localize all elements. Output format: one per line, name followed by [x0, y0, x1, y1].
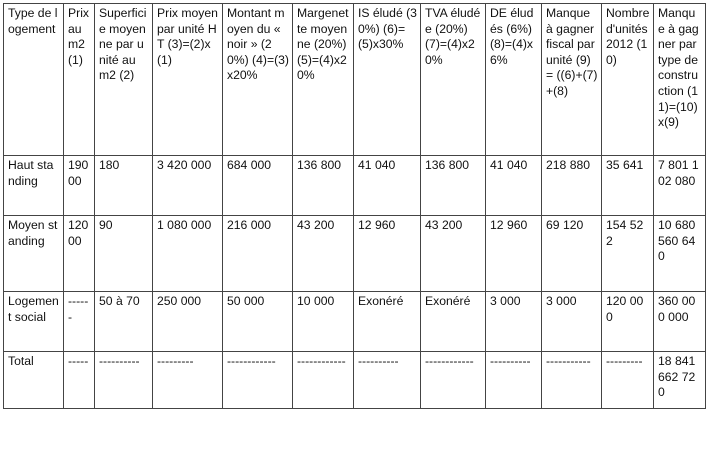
table-cell: 180 — [95, 156, 153, 216]
header-cell: TVA éludée (20%) (7)=(4)x20% — [421, 4, 486, 156]
table-row — [4, 216, 706, 292]
header-cell: Margenette moyenne (20%) (5)=(4)x20% — [293, 4, 354, 156]
table-cell: 1 080 000 — [153, 216, 223, 292]
header-cell: Manque à gagner fiscal par unité (9) = ((6)+(7)+(8) — [542, 4, 602, 156]
table-cell: 120 000 — [602, 292, 654, 352]
table-cell: ------------ — [421, 352, 486, 409]
header-cell: Nombre d'unités 2012 (10) — [602, 4, 654, 156]
header-cell: Montant moyen du « noir » (20%) (4)=(3)x20% — [223, 4, 293, 156]
table-cell: 18 841 662 720 — [654, 352, 706, 409]
table-cell: 69 120 — [542, 216, 602, 292]
table-cell: 360 000 000 — [654, 292, 706, 352]
table-cell: 50 000 — [223, 292, 293, 352]
table-cell: ---------- — [95, 352, 153, 409]
table-cell: ------ — [64, 292, 95, 352]
table-cell: 12000 — [64, 216, 95, 292]
table-cell: 3 000 — [486, 292, 542, 352]
table-cell: 41 040 — [486, 156, 542, 216]
table-cell: ---------- — [486, 352, 542, 409]
table-cell: 136 800 — [421, 156, 486, 216]
table-cell: 41 040 — [354, 156, 421, 216]
header-cell: Prix moyen par unité HT (3)=(2)x(1) — [153, 4, 223, 156]
table-cell: Haut standing — [4, 156, 64, 216]
table-cell: 90 — [95, 216, 153, 292]
header-cell: Manque à gagner par type de construction (11)=(10)x(9) — [654, 4, 706, 156]
table-cell: Moyen standing — [4, 216, 64, 292]
table-cell: 10 680 560 640 — [654, 216, 706, 292]
table-cell: ----- — [64, 352, 95, 409]
header-cell: DE éludés (6%) (8)=(4)x6% — [486, 4, 542, 156]
table-cell: 3 000 — [542, 292, 602, 352]
table-cell: 218 880 — [542, 156, 602, 216]
total-row — [4, 352, 706, 409]
table-cell: 19000 — [64, 156, 95, 216]
table-cell: Total — [4, 352, 64, 409]
table-cell: Exonéré — [354, 292, 421, 352]
table-cell: 7 801 102 080 — [654, 156, 706, 216]
table-cell: Exonéré — [421, 292, 486, 352]
table-cell: ------------ — [223, 352, 293, 409]
table-cell: ---------- — [354, 352, 421, 409]
table-cell: 216 000 — [223, 216, 293, 292]
header-cell: Prix au m2 (1) — [64, 4, 95, 156]
header-cell: Type de logement — [4, 4, 64, 156]
tax-loss-table — [3, 3, 706, 409]
table-cell: 684 000 — [223, 156, 293, 216]
header-cell: Superficie moyenne par unité au m2 (2) — [95, 4, 153, 156]
table-cell: 136 800 — [293, 156, 354, 216]
table-row — [4, 292, 706, 352]
table-row — [4, 156, 706, 216]
table-cell: 12 960 — [486, 216, 542, 292]
table-cell: Logement social — [4, 292, 64, 352]
header-cell: IS éludé (30%) (6)=(5)x30% — [354, 4, 421, 156]
table-cell: --------- — [602, 352, 654, 409]
table-cell: ------------ — [293, 352, 354, 409]
table-cell: 50 à 70 — [95, 292, 153, 352]
table-cell: ----------- — [542, 352, 602, 409]
table-cell: 3 420 000 — [153, 156, 223, 216]
table-cell: 10 000 — [293, 292, 354, 352]
table-cell: 35 641 — [602, 156, 654, 216]
table-cell: 154 522 — [602, 216, 654, 292]
table-cell: 43 200 — [293, 216, 354, 292]
table-cell: --------- — [153, 352, 223, 409]
table-cell: 250 000 — [153, 292, 223, 352]
table-cell: 43 200 — [421, 216, 486, 292]
table-cell: 12 960 — [354, 216, 421, 292]
header-row — [4, 4, 706, 156]
